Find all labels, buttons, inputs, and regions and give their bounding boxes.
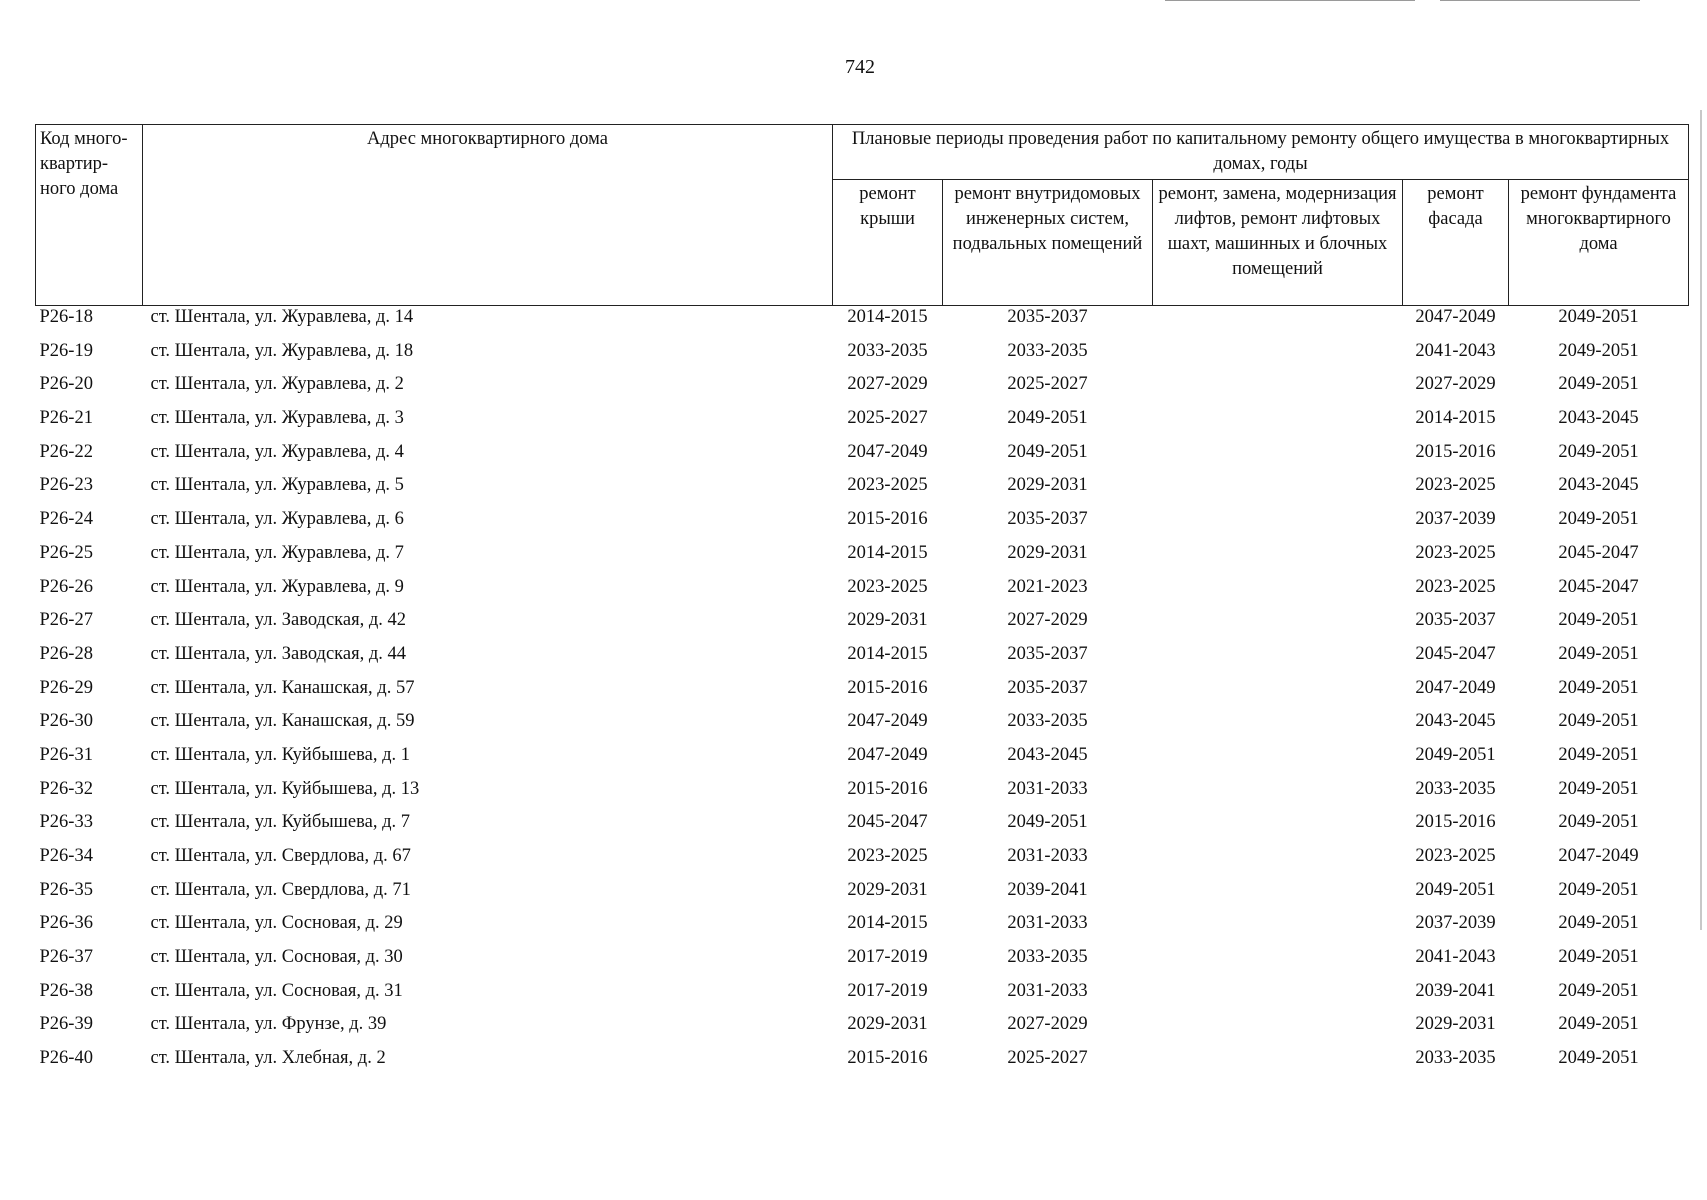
cell-foundation: 2049-2051 (1558, 778, 1639, 799)
cell-address: ст. Шентала, ул. Журавлева, д. 14 (150, 307, 414, 327)
cell-foundation: 2043-2045 (1558, 408, 1639, 429)
cell-lifts (1153, 710, 1403, 744)
page-number: 742 (845, 56, 875, 78)
cell-lifts (1153, 912, 1403, 946)
cell-address: ст. Шентала, ул. Куйбышева, д. 13 (150, 778, 420, 799)
cell-lifts (1153, 576, 1403, 610)
cell-systems: 2039-2041 (1007, 879, 1088, 900)
cell-foundation: 2049-2051 (1558, 1048, 1639, 1069)
cell-foundation: 2049-2051 (1558, 677, 1639, 698)
cell-systems: 2033-2035 (1007, 711, 1088, 732)
cell-address: ст. Шентала, ул. Свердлова, д. 71 (150, 879, 411, 900)
table-row (36, 373, 1689, 407)
cell-lifts (1153, 542, 1403, 576)
cell-systems: 2029-2031 (1007, 475, 1088, 496)
cell-roof: 2023-2025 (847, 576, 928, 597)
cell-systems: 2049-2051 (1007, 441, 1088, 462)
cell-lifts (1153, 811, 1403, 845)
table-row (36, 980, 1689, 1014)
cell-foundation: 2049-2051 (1558, 610, 1639, 631)
cell-address: ст. Шентала, ул. Куйбышева, д. 1 (150, 744, 410, 765)
cell-facade: 2049-2051 (1415, 879, 1496, 900)
cell-roof: 2025-2027 (847, 408, 928, 429)
cell-code: P26-37 (39, 947, 93, 968)
table-row (36, 609, 1689, 643)
table-row (36, 946, 1689, 980)
cell-address: ст. Шентала, ул. Заводская, д. 42 (150, 610, 406, 631)
table-body (36, 306, 1689, 1081)
cell-lifts (1153, 778, 1403, 812)
table-row (36, 306, 1689, 340)
cell-address: ст. Шентала, ул. Сосновая, д. 30 (150, 947, 403, 968)
table-row (36, 441, 1689, 475)
cell-foundation: 2047-2049 (1558, 846, 1639, 866)
cell-roof: 2047-2049 (847, 711, 928, 732)
cell-systems: 2033-2035 (1007, 947, 1088, 968)
cell-address: ст. Шентала, ул. Канашская, д. 57 (150, 677, 415, 698)
cell-facade: 2037-2039 (1415, 509, 1496, 530)
cell-lifts (1153, 609, 1403, 643)
table-row (36, 778, 1689, 812)
table-row (36, 340, 1689, 374)
cell-facade: 2045-2047 (1415, 643, 1496, 664)
cell-roof: 2014-2015 (847, 913, 928, 934)
cell-facade: 2014-2015 (1415, 408, 1496, 429)
cell-lifts (1153, 845, 1403, 879)
cell-lifts (1153, 744, 1403, 778)
cell-address: ст. Шентала, ул. Журавлева, д. 9 (150, 576, 404, 597)
cell-address: ст. Шентала, ул. Журавлева, д. 7 (150, 542, 404, 563)
table-row (36, 407, 1689, 441)
cell-lifts (1153, 980, 1403, 1014)
table-header (36, 125, 1689, 306)
scan-artifact-edge (1700, 110, 1702, 930)
table-row (36, 811, 1689, 845)
table-row (36, 1013, 1689, 1047)
cell-foundation: 2049-2051 (1558, 744, 1639, 765)
cell-foundation: 2049-2051 (1558, 307, 1639, 327)
cell-facade: 2037-2039 (1415, 913, 1496, 934)
cell-roof: 2033-2035 (847, 340, 928, 361)
cell-systems: 2035-2037 (1007, 677, 1088, 698)
cell-lifts (1153, 441, 1403, 475)
table-row (36, 710, 1689, 744)
cell-lifts (1153, 677, 1403, 711)
cell-roof: 2015-2016 (847, 778, 928, 799)
cell-lifts (1153, 407, 1403, 441)
cell-code: P26-25 (39, 542, 93, 563)
cell-lifts (1153, 946, 1403, 980)
table-row (36, 643, 1689, 677)
cell-roof: 2014-2015 (847, 643, 928, 664)
cell-roof: 2027-2029 (847, 374, 928, 395)
cell-roof: 2047-2049 (847, 744, 928, 765)
header-lifts: ремонт, замена, модернизация лифтов, ремонт лифтовых шахт, машинных и блочных помещений (1153, 180, 1403, 306)
cell-facade: 2041-2043 (1415, 947, 1496, 968)
cell-systems: 2049-2051 (1007, 812, 1088, 833)
cell-facade: 2047-2049 (1415, 677, 1496, 698)
cell-address: ст. Шентала, ул. Журавлева, д. 2 (150, 374, 404, 395)
cell-systems: 2027-2029 (1007, 610, 1088, 631)
cell-facade: 2027-2029 (1415, 374, 1496, 395)
cell-lifts (1153, 879, 1403, 913)
cell-facade: 2047-2049 (1415, 307, 1496, 327)
cell-foundation: 2045-2047 (1558, 576, 1639, 597)
cell-address: ст. Шентала, ул. Журавлева, д. 18 (150, 340, 414, 361)
table-row (36, 744, 1689, 778)
cell-facade: 2029-2031 (1415, 1014, 1496, 1035)
cell-systems: 2035-2037 (1007, 509, 1088, 530)
cell-foundation: 2049-2051 (1558, 340, 1639, 361)
cell-code: P26-23 (39, 475, 93, 496)
cell-roof: 2047-2049 (847, 441, 928, 462)
table-row (36, 576, 1689, 610)
cell-systems: 2031-2033 (1007, 846, 1088, 866)
scan-artifact-line (1165, 0, 1415, 1)
cell-code: P26-21 (39, 408, 93, 429)
cell-facade: 2041-2043 (1415, 340, 1496, 361)
header-facade: ремонт фасада (1403, 180, 1509, 306)
cell-lifts (1153, 474, 1403, 508)
cell-address: ст. Шентала, ул. Куйбышева, д. 7 (150, 812, 410, 833)
table-row (36, 677, 1689, 711)
cell-code: P26-18 (39, 307, 93, 327)
cell-roof: 2029-2031 (847, 1014, 928, 1035)
cell-address: ст. Шентала, ул. Журавлева, д. 3 (150, 408, 404, 429)
cell-facade: 2033-2035 (1415, 778, 1496, 799)
cell-address: ст. Шентала, ул. Журавлева, д. 4 (150, 441, 404, 462)
cell-systems: 2025-2027 (1007, 374, 1088, 395)
cell-facade: 2043-2045 (1415, 711, 1496, 732)
cell-roof: 2017-2019 (847, 947, 928, 968)
cell-code: P26-32 (39, 778, 93, 799)
cell-systems: 2049-2051 (1007, 408, 1088, 429)
cell-code: P26-26 (39, 576, 93, 597)
cell-roof: 2029-2031 (847, 879, 928, 900)
cell-code: P26-19 (39, 340, 93, 361)
cell-code: P26-39 (39, 1014, 93, 1035)
cell-lifts (1153, 508, 1403, 542)
cell-facade: 2023-2025 (1415, 846, 1496, 866)
cell-roof: 2023-2025 (847, 475, 928, 496)
cell-lifts (1153, 1047, 1403, 1081)
cell-systems: 2033-2035 (1007, 340, 1088, 361)
cell-address: ст. Шентала, ул. Фрунзе, д. 39 (150, 1014, 387, 1035)
header-code: Код много-квартир-ного дома (36, 125, 143, 306)
cell-roof: 2029-2031 (847, 610, 928, 631)
table-row (36, 879, 1689, 913)
cell-systems: 2043-2045 (1007, 744, 1088, 765)
cell-facade: 2039-2041 (1415, 980, 1496, 1001)
cell-address: ст. Шентала, ул. Заводская, д. 44 (150, 643, 406, 664)
table-row (36, 474, 1689, 508)
cell-address: ст. Шентала, ул. Сосновая, д. 31 (150, 980, 403, 1001)
cell-address: ст. Шентала, ул. Сосновая, д. 29 (150, 913, 403, 934)
cell-address: ст. Шентала, ул. Канашская, д. 59 (150, 711, 415, 732)
cell-code: P26-35 (39, 879, 93, 900)
table-row (36, 542, 1689, 576)
header-periods: Плановые периоды проведения работ по капитальному ремонту общего имущества в многоквартирных домах, годы (833, 125, 1689, 180)
cell-facade: 2049-2051 (1415, 744, 1496, 765)
cell-roof: 2023-2025 (847, 846, 928, 866)
cell-foundation: 2049-2051 (1558, 812, 1639, 833)
table-row (36, 845, 1689, 879)
cell-lifts (1153, 340, 1403, 374)
cell-foundation: 2049-2051 (1558, 374, 1639, 395)
cell-foundation: 2049-2051 (1558, 913, 1639, 934)
cell-lifts (1153, 373, 1403, 407)
cell-systems: 2021-2023 (1007, 576, 1088, 597)
header-roof: ремонт крыши (833, 180, 943, 306)
cell-roof: 2015-2016 (847, 677, 928, 698)
cell-code: P26-34 (39, 846, 93, 866)
cell-roof: 2015-2016 (847, 509, 928, 530)
cell-code: P26-36 (39, 913, 93, 934)
cell-lifts (1153, 1013, 1403, 1047)
cell-foundation: 2049-2051 (1558, 980, 1639, 1001)
cell-facade: 2035-2037 (1415, 610, 1496, 631)
cell-roof: 2014-2015 (847, 542, 928, 563)
repair-schedule-table (35, 124, 1689, 1081)
cell-code: P26-22 (39, 441, 93, 462)
cell-foundation: 2049-2051 (1558, 879, 1639, 900)
table-row (36, 912, 1689, 946)
header-foundation: ремонт фундамента многоквартирного дома (1509, 180, 1689, 306)
cell-systems: 2035-2037 (1007, 307, 1088, 327)
cell-roof: 2017-2019 (847, 980, 928, 1001)
cell-systems: 2027-2029 (1007, 1014, 1088, 1035)
scan-artifact-line (1440, 0, 1640, 1)
cell-code: P26-40 (39, 1048, 93, 1069)
cell-code: P26-38 (39, 980, 93, 1001)
cell-code: P26-30 (39, 711, 93, 732)
cell-systems: 2035-2037 (1007, 643, 1088, 664)
cell-code: P26-29 (39, 677, 93, 698)
table-row (36, 508, 1689, 542)
cell-roof: 2015-2016 (847, 1048, 928, 1069)
cell-facade: 2023-2025 (1415, 576, 1496, 597)
cell-roof: 2014-2015 (847, 307, 928, 327)
cell-foundation: 2045-2047 (1558, 542, 1639, 563)
cell-address: ст. Шентала, ул. Журавлева, д. 6 (150, 509, 404, 530)
cell-systems: 2025-2027 (1007, 1048, 1088, 1069)
cell-systems: 2029-2031 (1007, 542, 1088, 563)
cell-address: ст. Шентала, ул. Журавлева, д. 5 (150, 475, 404, 496)
cell-foundation: 2049-2051 (1558, 643, 1639, 664)
header-address: Адрес многоквартирного дома (143, 125, 833, 306)
cell-systems: 2031-2033 (1007, 913, 1088, 934)
cell-foundation: 2043-2045 (1558, 475, 1639, 496)
table-row (36, 1047, 1689, 1081)
cell-code: P26-33 (39, 812, 93, 833)
cell-foundation: 2049-2051 (1558, 509, 1639, 530)
cell-facade: 2023-2025 (1415, 542, 1496, 563)
cell-systems: 2031-2033 (1007, 778, 1088, 799)
cell-foundation: 2049-2051 (1558, 441, 1639, 462)
cell-facade: 2023-2025 (1415, 475, 1496, 496)
header-systems: ремонт внутридомовых инженерных систем, подвальных помещений (943, 180, 1153, 306)
cell-facade: 2015-2016 (1415, 812, 1496, 833)
cell-foundation: 2049-2051 (1558, 1014, 1639, 1035)
cell-code: P26-27 (39, 610, 93, 631)
cell-systems: 2031-2033 (1007, 980, 1088, 1001)
cell-code: P26-20 (39, 374, 93, 395)
cell-foundation: 2049-2051 (1558, 711, 1639, 732)
cell-address: ст. Шентала, ул. Свердлова, д. 67 (150, 846, 411, 866)
cell-code: P26-24 (39, 509, 93, 530)
cell-address: ст. Шентала, ул. Хлебная, д. 2 (150, 1048, 386, 1069)
cell-roof: 2045-2047 (847, 812, 928, 833)
cell-foundation: 2049-2051 (1558, 947, 1639, 968)
cell-code: P26-31 (39, 744, 93, 765)
cell-code: P26-28 (39, 643, 93, 664)
cell-lifts (1153, 643, 1403, 677)
cell-lifts (1153, 306, 1403, 340)
cell-facade: 2033-2035 (1415, 1048, 1496, 1069)
cell-facade: 2015-2016 (1415, 441, 1496, 462)
